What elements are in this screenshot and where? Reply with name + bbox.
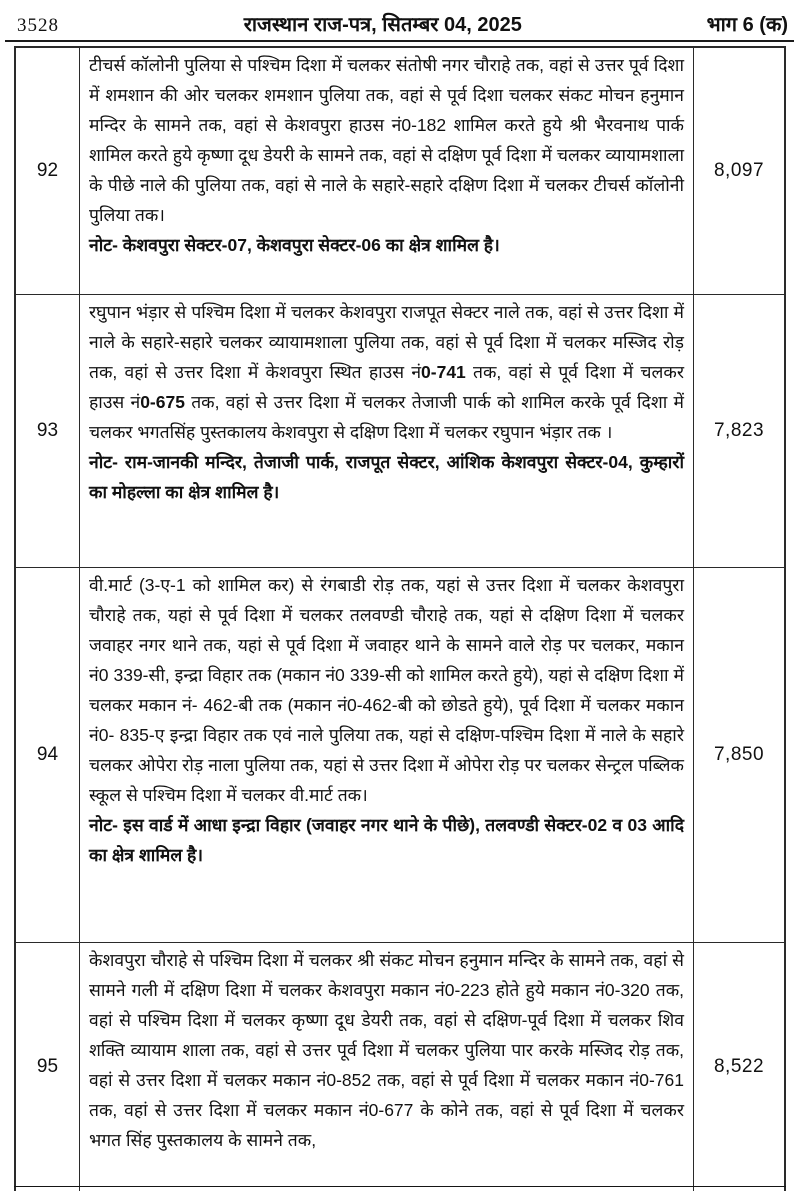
ward-note: नोट- इस वार्ड में आधा इन्द्रा विहार (जवाहर नगर थाने के पीछे), तलवण्डी सेक्टर-02 व 03 आदि का क्षेत्र शामिल है। xyxy=(89,815,684,865)
table-row xyxy=(16,48,784,294)
ward-number-cell: 93 xyxy=(16,295,80,567)
ward-number-cell: 95 xyxy=(16,943,80,1191)
boundary-description xyxy=(89,50,684,230)
description-segment: 0-741 xyxy=(421,362,466,382)
description-cell xyxy=(80,943,694,1191)
description-cell xyxy=(80,295,694,567)
ward-table-body xyxy=(16,48,784,1191)
population-cell: 8,522 xyxy=(713,1056,765,1077)
population-cell: 8,097 xyxy=(713,160,765,181)
description-segment: रघुपान भंड़ार से पश्चिम दिशा में चलकर केशवपुरा राजपूत सेक्टर नाले तक, वहां से उत्तर दिशा में नाले के सहारे-सहारे चलकर व्यायामशाला पुलिया तक, वहां से पूर्व दिशा में चलकर मस्जिद रोड़ तक, वहां से उत्तर दिशा में केशवपुरा स्थित हाउस नं xyxy=(89,302,684,382)
ward-boundary-table xyxy=(14,46,786,1191)
description-segment: केशवपुरा चौराहे से पश्चिम दिशा में चलकर श्री संकट मोचन हनुमान मन्दिर के सामने तक, वहां से सामने गली में दक्षिण दिशा में चलकर केशवपुरा मकान नं0-223 होते हुये मकान नं0-320 तक, वहां से पश्चिम दिशा में चलकर कृष्णा दूध डेयरी तक, वहां से दक्षिण-पूर्व दिशा में चलकर शिव शक्ति व्यायाम शाला तक, वहां से उत्तर पूर्व दिशा में चलकर पुलिया पार करके मस्जिद रोड़ तक, वहां से उत्तर दिशा में चलकर मकान नं0-852 तक, वहां से पूर्व दिशा में चलकर मकान नं0-761 तक, वहां से उत्तर दिशा में चलकर मकान नं0-677 के कोने तक, वहां से पूर्व दिशा में चलकर भगत सिंह पुस्तकालय के सामने तक, xyxy=(89,950,684,1150)
part-label: भाग 6 (क) xyxy=(706,14,788,36)
ward-number-cell: 92 xyxy=(16,48,80,294)
description-segment: तक, वहां से पूर्व दिशा में चलकर हाउस नं xyxy=(89,362,684,412)
table-row xyxy=(16,567,784,942)
page-number: 3528 xyxy=(17,15,59,36)
boundary-description xyxy=(89,297,684,447)
table-row xyxy=(16,942,784,1191)
page-bottom-rule xyxy=(14,1186,786,1187)
boundary-description xyxy=(89,945,684,1155)
population-cell: 7,823 xyxy=(713,420,765,441)
description-segment: वी.मार्ट (3-ए-1 को शामिल कर) से रंगबाडी रोड़ तक, यहां से उत्तर दिशा में चलकर केशवपुरा चौराहे तक, यहां से पूर्व दिशा में चलकर तलवण्डी चौराहे तक, यहां से दक्षिण दिशा में चलकर जवाहर नगर थाने तक, यहां से पूर्व दिशा में जवाहर थाने के सामने वाले रोड़ पर चलकर, मकान नं0 339-सी, इन्द्रा विहार तक (मकान नं0 339-सी को शामिल करते हुये), यहां से दक्षिण दिशा में चलकर मकान नं- 462-बी तक (मकान नं0-462-बी को छोडते हुये), पूर्व दिशा में चलकर मकान नं0- 835-ए इन्द्रा विहार तक एवं नाले पुलिया तक, यहां से दक्षिण-पश्चिम दिशा में नाले के सहारे चलकर ओपेरा रोड़ नाला पुलिया तक, यहां से उत्तर दिशा में ओपेरा रोड़ पर चलकर सेन्ट्रल पब्लिक स्कूल से पश्चिम दिशा में चलकर वी.मार्ट तक। xyxy=(89,575,684,805)
ward-note: नोट- केशवपुरा सेक्टर-07, केशवपुरा सेक्टर-06 का क्षेत्र शामिल है। xyxy=(89,235,500,255)
ward-number-cell: 94 xyxy=(16,568,80,942)
gazette-header xyxy=(5,0,794,42)
description-segment: 0-675 xyxy=(140,392,185,412)
table-row xyxy=(16,294,784,567)
description-cell xyxy=(80,48,694,294)
population-cell: 7,850 xyxy=(713,744,765,765)
boundary-description xyxy=(89,570,684,810)
ward-note: नोट- राम-जानकी मन्दिर, तेजाजी पार्क, राजपूत सेक्टर, आंशिक केशवपुरा सेक्टर-04, कुम्हारों का मोहल्ला का क्षेत्र शामिल है। xyxy=(89,452,684,502)
gazette-title: राजस्थान राज-पत्र, सितम्बर 04, 2025 xyxy=(243,14,522,36)
description-segment: तक, वहां से उत्तर दिशा में चलकर तेजाजी पार्क को शामिल करके पूर्व दिशा में चलकर भगतसिंह पुस्तकालय केशवपुरा से दक्षिण दिशा में चलकर रघुपान भंड़ार तक । xyxy=(89,392,684,442)
description-segment: टीचर्स कॉलोनी पुलिया से पश्चिम दिशा में चलकर संतोषी नगर चौराहे तक, वहां से उत्तर पूर्व दिशा में शमशान की ओर चलकर शमशान पुलिया तक, वहां से पूर्व दिशा चलकर संकट मोचन हनुमान मन्दिर के सामने तक, वहां से केशवपुरा हाउस नं0-182 शामिल करते हुये श्री भैरवनाथ पार्क शामिल करते हुये कृष्णा दूध डेयरी के सामने तक, वहां से दक्षिण पूर्व दिशा में चलकर व्यायामशाला के पीछे नाले की पुलिया तक, वहां से नाले के सहारे-सहारे दक्षिण दिशा में चलकर टीचर्स कॉलोनी पुलिया तक। xyxy=(89,55,684,225)
description-cell xyxy=(80,568,694,942)
